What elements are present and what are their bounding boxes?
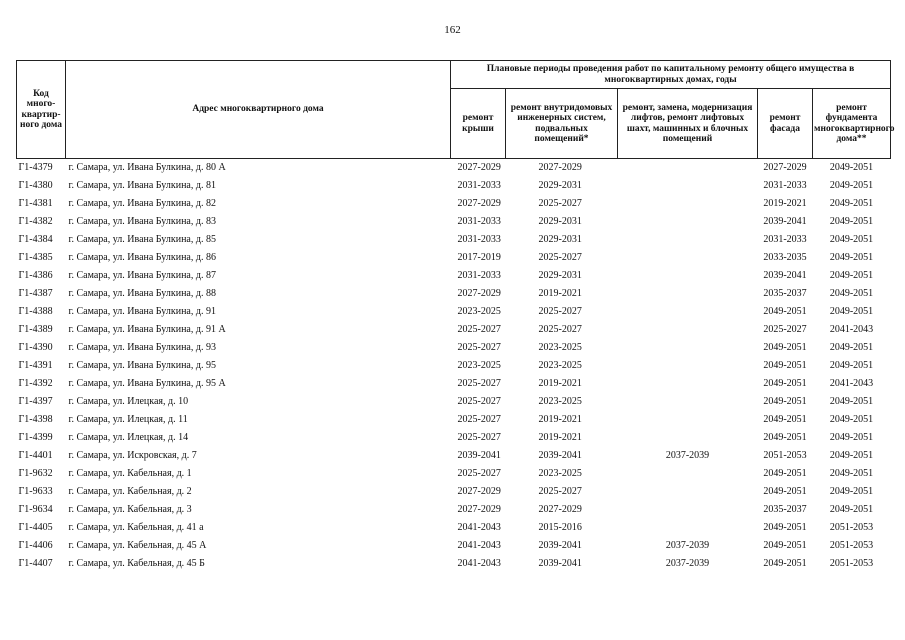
cell-address: г. Самара, ул. Ивана Булкина, д. 86 [68, 252, 216, 263]
cell-lifts [618, 411, 758, 429]
cell-roof: 2041-2043 [457, 522, 501, 533]
cell-code: Г1-4384 [18, 234, 53, 245]
cell-code: Г1-4401 [18, 450, 53, 461]
cell-foundation: 2051-2053 [829, 558, 874, 569]
cell-lifts [618, 213, 758, 231]
cell-lifts [618, 267, 758, 285]
cell-address: г. Самара, ул. Кабельная, д. 3 [68, 504, 192, 515]
table-row [17, 411, 891, 429]
cell-code: Г1-4387 [18, 288, 53, 299]
cell-foundation: 2049-2051 [829, 414, 874, 425]
cell-facade: 2049-2051 [763, 378, 807, 389]
cell-engineering: 2029-2031 [538, 216, 582, 227]
table-row [17, 483, 891, 501]
header-facade: ремонт фасада [758, 89, 813, 159]
cell-address: г. Самара, ул. Ивана Булкина, д. 95 А [68, 378, 226, 389]
table-row [17, 357, 891, 375]
cell-address: г. Самара, ул. Искровская, д. 7 [68, 450, 197, 461]
table-row [17, 303, 891, 321]
cell-foundation: 2049-2051 [829, 198, 874, 209]
cell-code: Г1-4382 [18, 216, 53, 227]
cell-roof: 2025-2027 [457, 342, 501, 353]
cell-roof: 2025-2027 [457, 396, 501, 407]
header-address: Адрес многоквартирного дома [66, 61, 451, 159]
capital-repair-schedule-table [16, 60, 895, 573]
cell-facade: 2039-2041 [763, 216, 807, 227]
cell-foundation: 2049-2051 [829, 234, 874, 245]
cell-code: Г1-4391 [18, 360, 53, 371]
cell-facade: 2035-2037 [763, 288, 807, 299]
cell-foundation: 2049-2051 [829, 180, 874, 191]
cell-foundation: 2041-2043 [829, 378, 874, 389]
cell-roof: 2017-2019 [457, 252, 501, 263]
table-body [17, 159, 891, 574]
header-foundation: ремонт фундамента многоквартирного дома** [813, 89, 891, 159]
cell-address: г. Самара, ул. Кабельная, д. 45 А [68, 540, 207, 551]
cell-address: г. Самара, ул. Кабельная, д. 41 а [68, 522, 204, 533]
header-code: Код много-квартир-ного дома [17, 61, 66, 159]
cell-lifts: 2037-2039 [665, 450, 710, 461]
cell-facade: 2049-2051 [763, 522, 807, 533]
cell-engineering: 2025-2027 [538, 306, 582, 317]
cell-lifts [618, 357, 758, 375]
cell-lifts: 2037-2039 [665, 558, 710, 569]
header-lifts: ремонт, замена, модернизация лифтов, ремонт лифтовых шахт, машинных и блочных помещений [618, 89, 758, 159]
cell-address: г. Самара, ул. Ивана Булкина, д. 93 [68, 342, 216, 353]
table-row [17, 429, 891, 447]
cell-address: г. Самара, ул. Кабельная, д. 2 [68, 486, 192, 497]
table-row [17, 231, 891, 249]
cell-roof: 2023-2025 [457, 306, 501, 317]
cell-code: Г1-4398 [18, 414, 53, 425]
cell-address: г. Самара, ул. Кабельная, д. 45 Б [68, 558, 205, 569]
cell-facade: 2049-2051 [763, 360, 807, 371]
cell-engineering: 2023-2025 [538, 468, 582, 479]
cell-facade: 2019-2021 [763, 198, 807, 209]
cell-code: Г1-9632 [18, 468, 53, 479]
cell-lifts [618, 321, 758, 339]
cell-lifts [618, 393, 758, 411]
cell-engineering: 2029-2031 [538, 180, 582, 191]
cell-lifts [618, 195, 758, 213]
cell-address: г. Самара, ул. Илецкая, д. 11 [68, 414, 188, 425]
cell-engineering: 2023-2025 [538, 342, 582, 353]
cell-engineering: 2039-2041 [538, 540, 582, 551]
cell-engineering: 2019-2021 [538, 414, 582, 425]
cell-foundation: 2049-2051 [829, 360, 874, 371]
cell-foundation: 2049-2051 [829, 270, 874, 281]
cell-roof: 2039-2041 [457, 450, 501, 461]
cell-roof: 2027-2029 [457, 198, 501, 209]
cell-foundation: 2049-2051 [829, 306, 874, 317]
table-row [17, 465, 891, 483]
cell-foundation: 2049-2051 [829, 216, 874, 227]
cell-roof: 2027-2029 [457, 504, 501, 515]
cell-lifts [618, 483, 758, 501]
cell-foundation: 2051-2053 [829, 522, 874, 533]
cell-foundation: 2049-2051 [829, 468, 874, 479]
cell-code: Г1-4389 [18, 324, 53, 335]
cell-code: Г1-4386 [18, 270, 53, 281]
cell-foundation: 2049-2051 [829, 342, 874, 353]
cell-code: Г1-4388 [18, 306, 53, 317]
cell-code: Г1-4399 [18, 432, 53, 443]
cell-code: Г1-4407 [18, 558, 53, 569]
cell-address: г. Самара, ул. Ивана Булкина, д. 95 [68, 360, 216, 371]
cell-code: Г1-4380 [18, 180, 53, 191]
cell-lifts [618, 339, 758, 357]
table-row [17, 177, 891, 195]
table-row [17, 321, 891, 339]
table-row [17, 285, 891, 303]
cell-facade: 2027-2029 [763, 162, 807, 173]
table-row [17, 159, 891, 178]
cell-address: г. Самара, ул. Ивана Булкина, д. 82 [68, 198, 216, 209]
table-row [17, 447, 891, 465]
cell-foundation: 2049-2051 [829, 396, 874, 407]
page-number: 162 [444, 24, 461, 36]
cell-engineering: 2023-2025 [538, 396, 582, 407]
cell-address: г. Самара, ул. Илецкая, д. 14 [68, 432, 189, 443]
cell-engineering: 2019-2021 [538, 432, 582, 443]
cell-foundation: 2049-2051 [829, 504, 874, 515]
table-row [17, 519, 891, 537]
cell-code: Г1-4406 [18, 540, 53, 551]
cell-lifts [618, 159, 758, 178]
cell-engineering: 2039-2041 [538, 558, 582, 569]
cell-facade: 2031-2033 [763, 180, 807, 191]
cell-foundation: 2049-2051 [829, 432, 874, 443]
cell-facade: 2049-2051 [763, 486, 807, 497]
cell-facade: 2049-2051 [763, 540, 807, 551]
cell-facade: 2049-2051 [763, 414, 807, 425]
cell-foundation: 2049-2051 [829, 486, 874, 497]
cell-foundation: 2049-2051 [829, 162, 874, 173]
cell-roof: 2027-2029 [457, 486, 501, 497]
cell-engineering: 2029-2031 [538, 234, 582, 245]
cell-lifts [618, 501, 758, 519]
header-roof: ремонт крыши [451, 89, 506, 159]
table-row [17, 195, 891, 213]
cell-roof: 2023-2025 [457, 360, 501, 371]
cell-facade: 2035-2037 [763, 504, 807, 515]
cell-code: Г1-4397 [18, 396, 53, 407]
cell-lifts [618, 249, 758, 267]
cell-roof: 2041-2043 [457, 540, 501, 551]
cell-address: г. Самара, ул. Кабельная, д. 1 [68, 468, 192, 479]
cell-roof: 2027-2029 [457, 288, 501, 299]
cell-lifts [618, 231, 758, 249]
cell-code: Г1-4390 [18, 342, 53, 353]
cell-foundation: 2051-2053 [829, 540, 874, 551]
cell-code: Г1-9633 [18, 486, 53, 497]
cell-lifts [618, 465, 758, 483]
cell-facade: 2049-2051 [763, 396, 807, 407]
header-periods-group: Плановые периоды проведения работ по капитальному ремонту общего имущества в многоквартирных домах, годы [451, 61, 891, 89]
cell-facade: 2049-2051 [763, 468, 807, 479]
cell-roof: 2025-2027 [457, 378, 501, 389]
cell-engineering: 2027-2029 [538, 504, 582, 515]
cell-facade: 2049-2051 [763, 558, 807, 569]
cell-facade: 2033-2035 [763, 252, 807, 263]
cell-engineering: 2039-2041 [538, 450, 582, 461]
cell-code: Г1-4385 [18, 252, 53, 263]
table-row [17, 375, 891, 393]
cell-roof: 2031-2033 [457, 270, 501, 281]
header-engineering: ремонт внутридомовых инженерных систем, подвальных помещений* [506, 89, 618, 159]
cell-lifts [618, 519, 758, 537]
cell-foundation: 2049-2051 [829, 252, 874, 263]
cell-address: г. Самара, ул. Ивана Булкина, д. 83 [68, 216, 216, 227]
table-row [17, 393, 891, 411]
cell-engineering: 2025-2027 [538, 324, 582, 335]
cell-roof: 2027-2029 [457, 162, 501, 173]
cell-code: Г1-9634 [18, 504, 53, 515]
cell-engineering: 2023-2025 [538, 360, 582, 371]
cell-engineering: 2029-2031 [538, 270, 582, 281]
table-row [17, 537, 891, 555]
cell-foundation: 2049-2051 [829, 288, 874, 299]
cell-engineering: 2025-2027 [538, 486, 582, 497]
cell-facade: 2025-2027 [763, 324, 807, 335]
table-row [17, 555, 891, 573]
cell-lifts [618, 177, 758, 195]
cell-engineering: 2025-2027 [538, 252, 582, 263]
cell-roof: 2025-2027 [457, 432, 501, 443]
cell-facade: 2031-2033 [763, 234, 807, 245]
cell-engineering: 2027-2029 [538, 162, 582, 173]
cell-lifts [618, 375, 758, 393]
cell-code: Г1-4392 [18, 378, 53, 389]
cell-facade: 2049-2051 [763, 432, 807, 443]
cell-roof: 2031-2033 [457, 234, 501, 245]
table-header [17, 61, 895, 159]
cell-lifts [618, 285, 758, 303]
cell-address: г. Самара, ул. Ивана Булкина, д. 88 [68, 288, 216, 299]
cell-address: г. Самара, ул. Илецкая, д. 10 [68, 396, 189, 407]
cell-engineering: 2019-2021 [538, 288, 582, 299]
cell-facade: 2049-2051 [763, 342, 807, 353]
table-row [17, 339, 891, 357]
cell-roof: 2025-2027 [457, 414, 501, 425]
cell-roof: 2031-2033 [457, 216, 501, 227]
cell-foundation: 2049-2051 [829, 450, 874, 461]
cell-roof: 2025-2027 [457, 468, 501, 479]
cell-roof: 2031-2033 [457, 180, 501, 191]
table-row [17, 249, 891, 267]
cell-lifts: 2037-2039 [665, 540, 710, 551]
cell-foundation: 2041-2043 [829, 324, 874, 335]
cell-address: г. Самара, ул. Ивана Булкина, д. 91 [68, 306, 216, 317]
table-row [17, 501, 891, 519]
cell-code: Г1-4405 [18, 522, 53, 533]
cell-code: Г1-4381 [18, 198, 53, 209]
cell-facade: 2039-2041 [763, 270, 807, 281]
cell-address: г. Самара, ул. Ивана Булкина, д. 81 [68, 180, 216, 191]
cell-facade: 2051-2053 [763, 450, 807, 461]
cell-engineering: 2025-2027 [538, 198, 582, 209]
cell-facade: 2049-2051 [763, 306, 807, 317]
cell-engineering: 2019-2021 [538, 378, 582, 389]
cell-address: г. Самара, ул. Ивана Булкина, д. 87 [68, 270, 216, 281]
cell-address: г. Самара, ул. Ивана Булкина, д. 91 А [68, 324, 226, 335]
cell-lifts [618, 429, 758, 447]
cell-address: г. Самара, ул. Ивана Булкина, д. 85 [68, 234, 216, 245]
cell-lifts [618, 303, 758, 321]
cell-engineering: 2015-2016 [538, 522, 582, 533]
table-row [17, 267, 891, 285]
table-row [17, 213, 891, 231]
cell-address: г. Самара, ул. Ивана Булкина, д. 80 А [68, 162, 226, 173]
cell-roof: 2025-2027 [457, 324, 501, 335]
cell-code: Г1-4379 [18, 162, 53, 173]
cell-roof: 2041-2043 [457, 558, 501, 569]
